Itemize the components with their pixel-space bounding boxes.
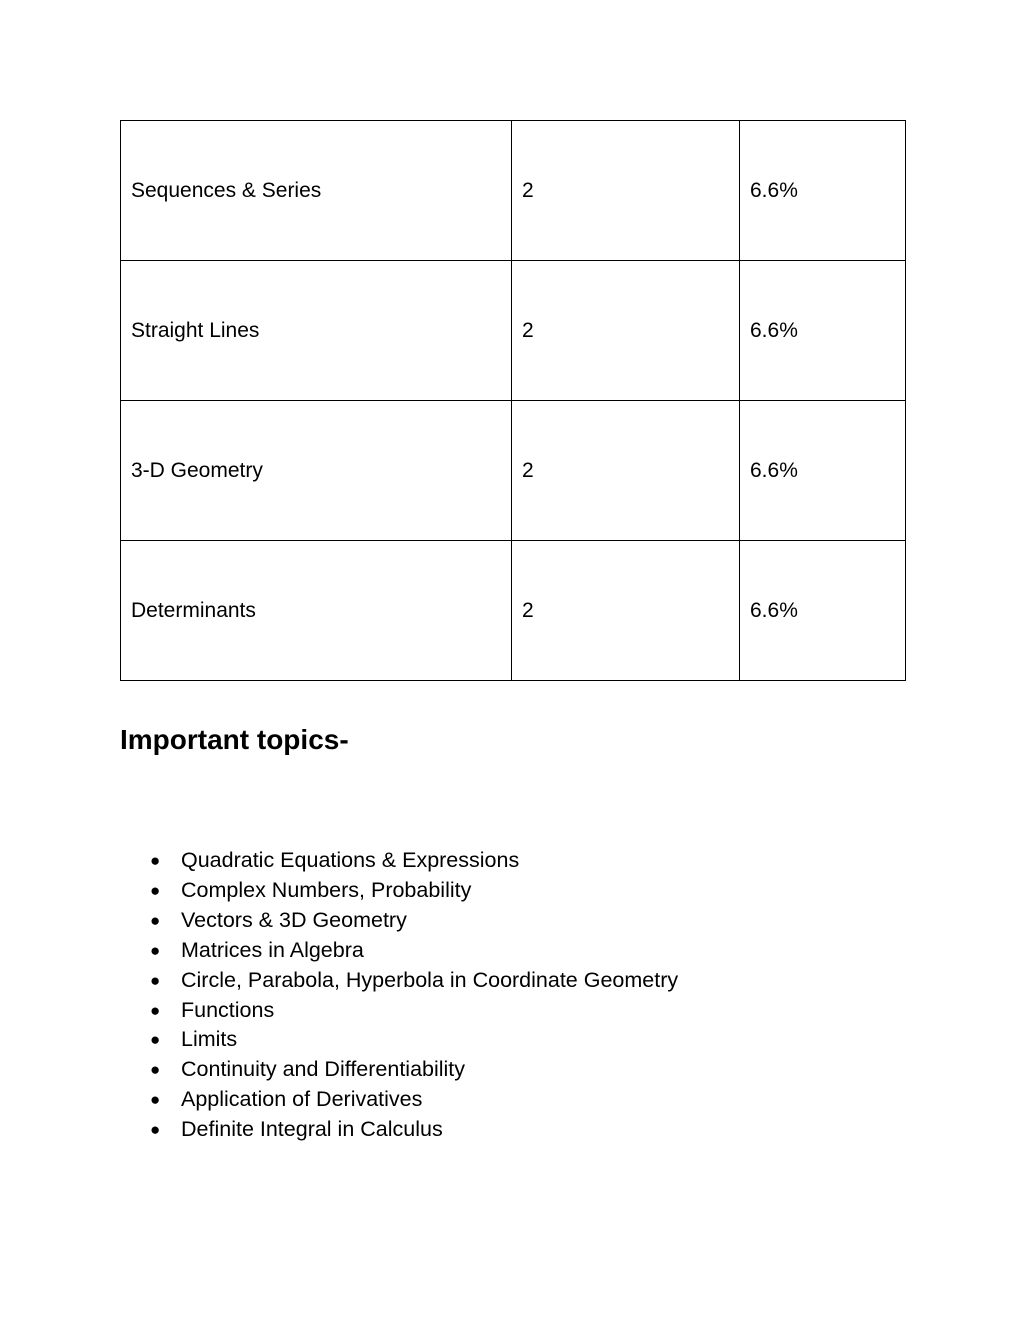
list-item-text: Application of Derivatives <box>181 1087 423 1112</box>
topic-cell: Sequences & Series <box>121 121 512 261</box>
weightage-cell: 6.6% <box>740 261 906 401</box>
question-count-cell: 2 <box>512 541 740 681</box>
weightage-cell: 6.6% <box>740 121 906 261</box>
bullet-icon: ● <box>150 851 161 870</box>
topic-cell: Determinants <box>121 541 512 681</box>
list-item-text: Matrices in Algebra <box>181 937 364 962</box>
important-topics-heading: Important topics- <box>120 724 349 755</box>
bullet-icon: ● <box>150 1060 161 1080</box>
topic-cell: 3-D Geometry <box>121 401 512 541</box>
bullet-icon: ● <box>150 1090 161 1110</box>
table-row <box>121 401 906 541</box>
list-item-text: Limits <box>181 1027 238 1052</box>
list-item <box>150 1025 678 1055</box>
question-count-cell: 2 <box>512 121 740 261</box>
list-item <box>150 876 678 906</box>
list-item <box>150 1055 678 1085</box>
topic-weightage-table <box>120 120 906 681</box>
list-item-text: Continuity and Differentiability <box>181 1057 466 1082</box>
bullet-icon: ● <box>150 1000 161 1020</box>
bullet-icon: ● <box>150 910 161 930</box>
list-item <box>150 996 678 1026</box>
important-topics-list <box>150 846 678 1145</box>
question-count-cell: 2 <box>512 261 740 401</box>
list-item-text: Vectors & 3D Geometry <box>181 907 407 932</box>
list-item <box>150 936 678 966</box>
list-item <box>150 1115 678 1145</box>
weightage-cell: 6.6% <box>740 541 906 681</box>
table-row <box>121 541 906 681</box>
bullet-icon: ● <box>150 1120 161 1140</box>
list-item-text: Circle, Parabola, Hyperbola in Coordinate Geometry <box>181 967 679 992</box>
table-row <box>121 121 906 261</box>
list-item-text: Complex Numbers, Probability <box>181 877 472 902</box>
list-item <box>150 846 678 876</box>
bullet-icon: ● <box>150 940 161 960</box>
bullet-icon: ● <box>150 1030 161 1050</box>
list-item-text: Quadratic Equations & Expressions <box>181 848 520 872</box>
bullet-icon: ● <box>150 880 161 900</box>
bullet-icon: ● <box>150 970 161 990</box>
list-item <box>150 966 678 996</box>
table-row <box>121 261 906 401</box>
list-item-text: Definite Integral in Calculus <box>181 1117 443 1142</box>
weightage-cell: 6.6% <box>740 401 906 541</box>
topic-cell: Straight Lines <box>121 261 512 401</box>
list-item-text: Functions <box>181 997 275 1022</box>
list-item <box>150 1085 678 1115</box>
list-item <box>150 906 678 936</box>
question-count-cell: 2 <box>512 401 740 541</box>
